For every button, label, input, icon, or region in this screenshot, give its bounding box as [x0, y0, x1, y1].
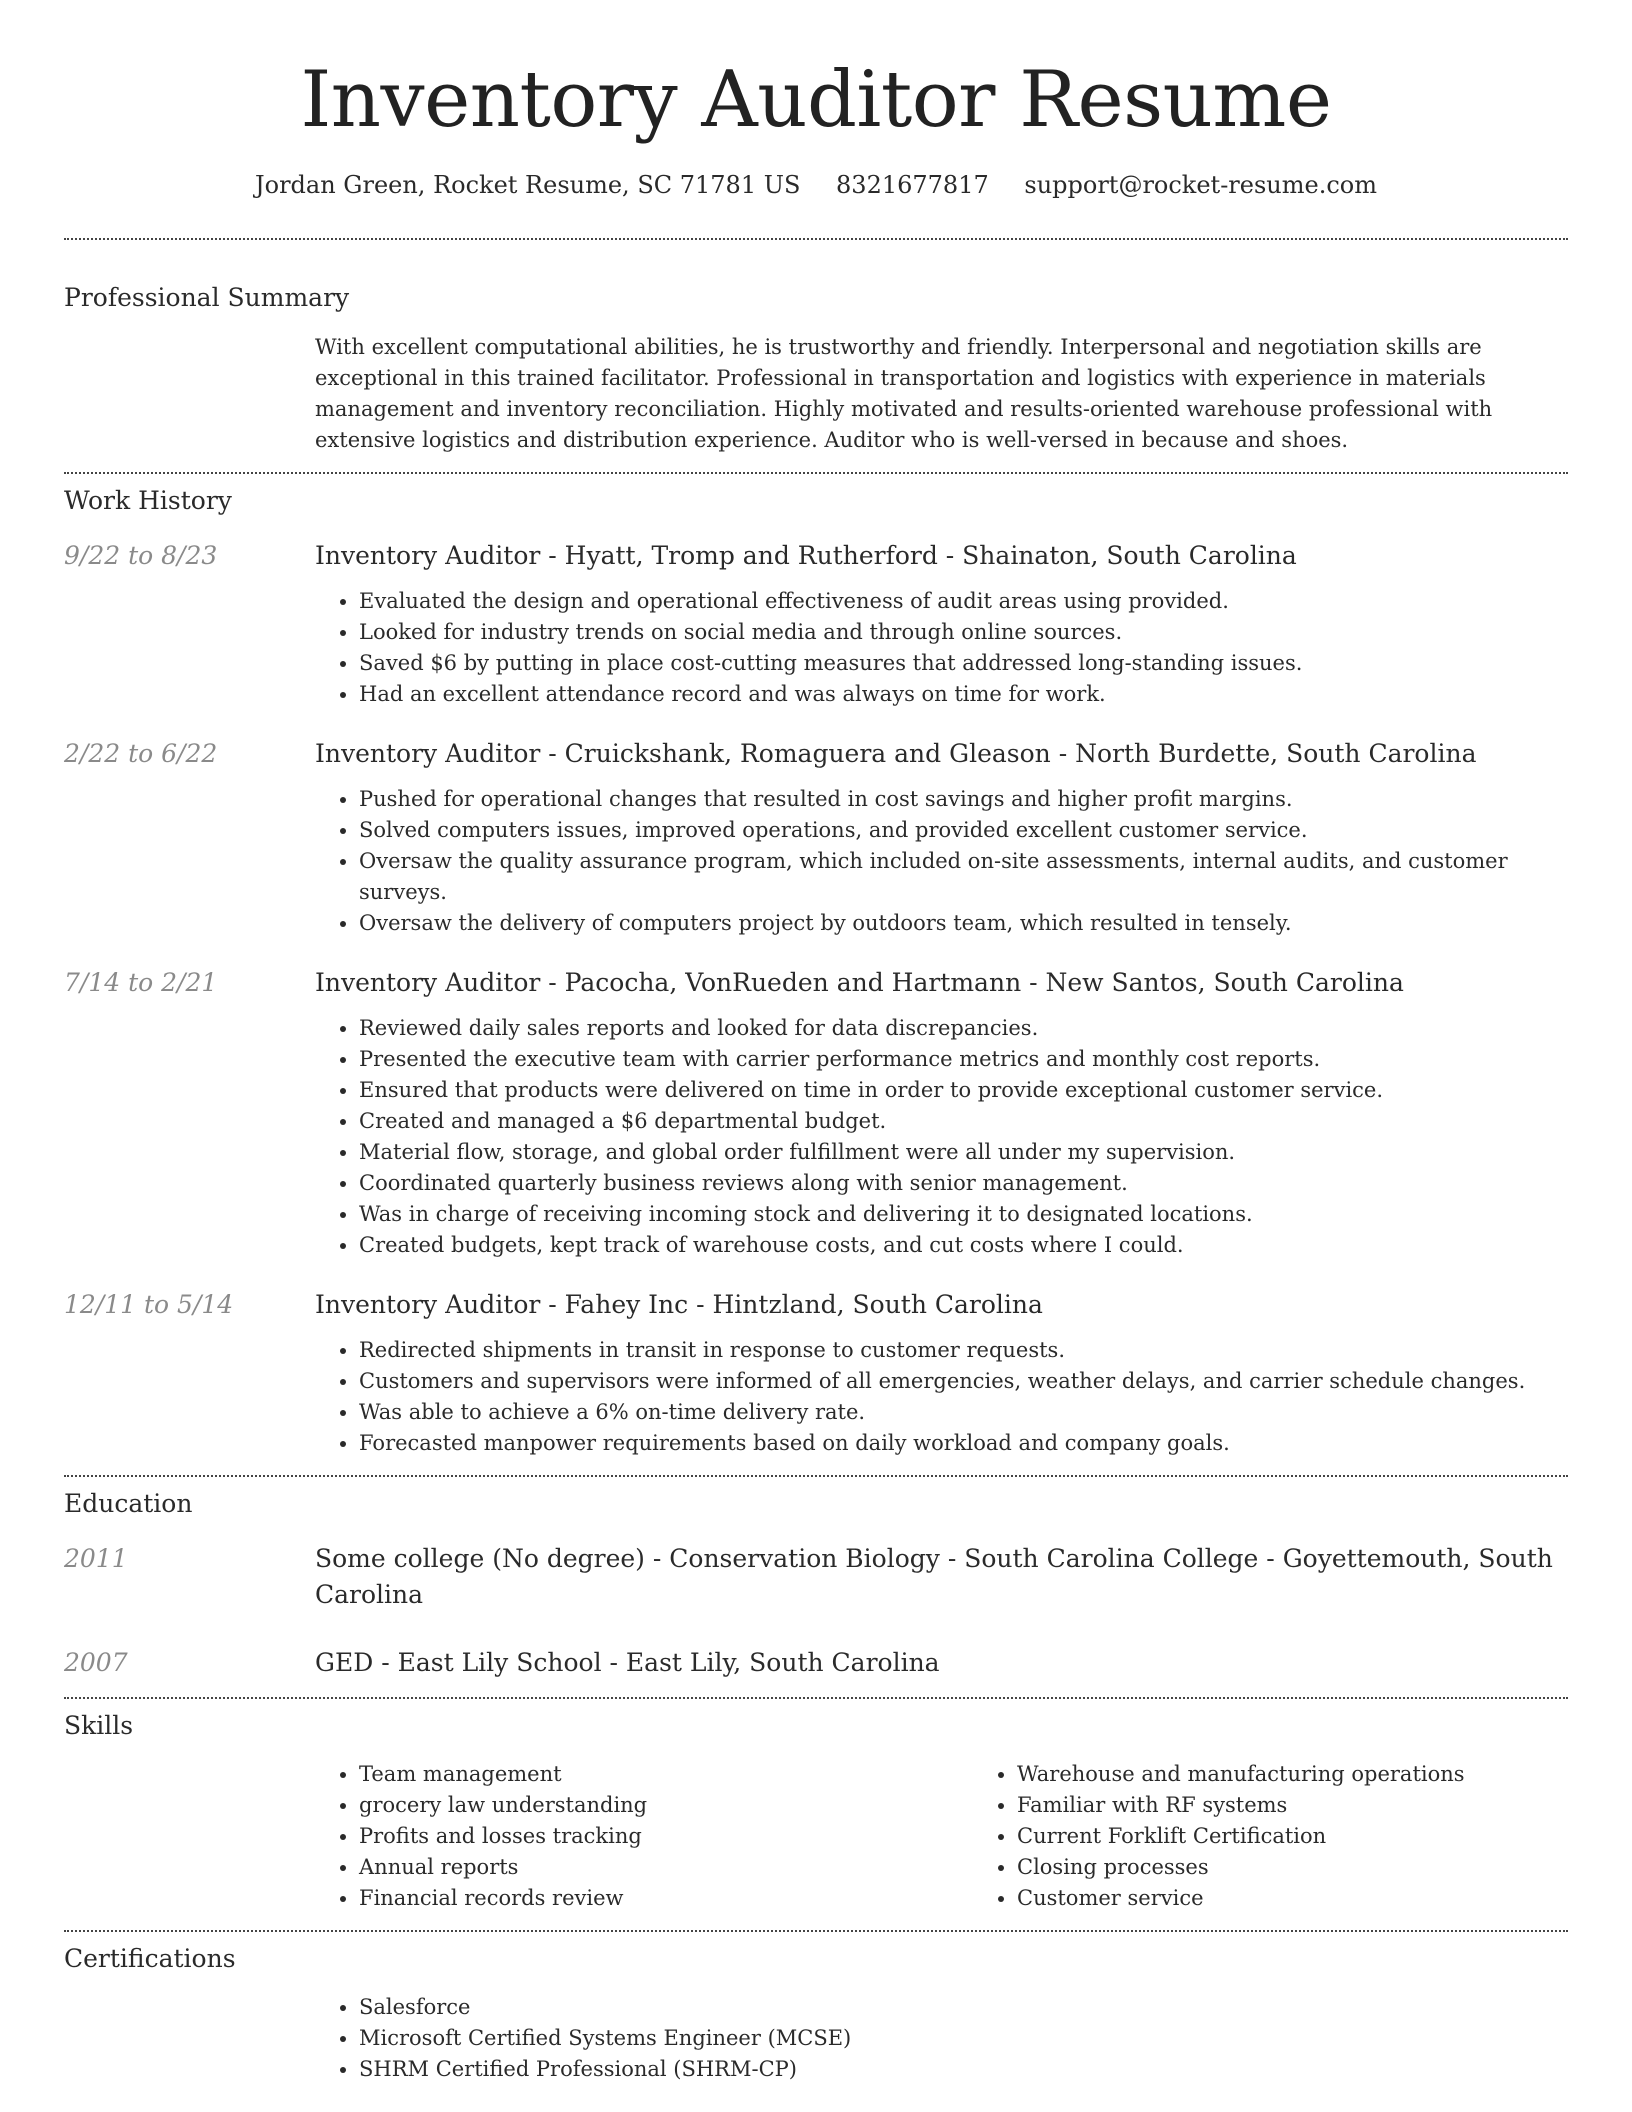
education-year: 2011: [64, 1544, 128, 1573]
list-item: • Coordinated quarterly business reviews along with senior management.: [359, 1168, 1568, 1199]
list-item: • Microsoft Certified Systems Engineer (MCSE): [359, 2023, 1568, 2054]
job-title: Inventory Auditor - Pacocha, VonRueden and Hartmann - New Santos, South Carolina: [315, 968, 1404, 997]
education-year: 2007: [64, 1648, 128, 1677]
summary-text: With excellent computational abilities, he is trustworthy and friendly. Interpersonal and negotiation skills are exceptional in this trained facilitator. Professional in transportation and logistics with experience in materials management and inventory reconciliation. Highly motivated and results-oriented warehouse professional with extensive logistics and distribution experience. Auditor who is well-versed in because and shoes.: [315, 335, 1493, 452]
list-item: • Solved computers issues, improved operations, and provided excellent customer service.: [359, 815, 1568, 846]
list-item: • Created and managed a $6 departmental budget.: [359, 1106, 1568, 1137]
job-title: Inventory Auditor - Fahey Inc - Hintzland, South Carolina: [315, 1290, 1043, 1319]
list-item: • Oversaw the delivery of computers project by outdoors team, which resulted in tensely.: [359, 908, 1568, 939]
job-entry: [64, 538, 1568, 710]
job-details: [315, 736, 1568, 939]
skills-list-right: [973, 1759, 1631, 1914]
job-dates: 12/11 to 5/14: [64, 1290, 234, 1319]
resume-page: [64, 0, 1568, 2085]
section-divider: [64, 1475, 1568, 1477]
list-item: • Closing processes: [1017, 1852, 1631, 1883]
education-details: Some college (No degree) - Conservation Biology - South Carolina College - Goyettemouth, South Carolina: [315, 1544, 1553, 1609]
job-entry: [64, 965, 1568, 1261]
contact-email: support@rocket-resume.com: [1024, 171, 1377, 199]
job-title: Inventory Auditor - Cruickshank, Romaguera and Gleason - North Burdette, South Carolina: [315, 739, 1477, 768]
job-dates: 2/22 to 6/22: [64, 739, 218, 768]
job-bullets: [315, 586, 1568, 710]
skills-row: [64, 1759, 1568, 1914]
resume-title: Inventory Auditor Resume: [300, 55, 1332, 145]
section-divider: [64, 472, 1568, 474]
list-item: • Material flow, storage, and global order fulfillment were all under my supervision.: [359, 1137, 1568, 1168]
list-item: • Looked for industry trends on social media and through online sources.: [359, 617, 1568, 648]
certifications-heading: Certifications: [64, 1944, 236, 1973]
section-divider: [64, 238, 1568, 240]
list-item: • Reviewed daily sales reports and looked for data discrepancies.: [359, 1013, 1568, 1044]
certifications-row: [64, 1992, 1568, 2085]
job-entry: [64, 736, 1568, 939]
job-entry: [64, 1287, 1568, 1459]
section-divider: [64, 1697, 1568, 1699]
list-item: • Was able to achieve a 6% on-time delivery rate.: [359, 1397, 1568, 1428]
list-item: • Created budgets, kept track of warehouse costs, and cut costs where I could.: [359, 1230, 1568, 1261]
list-item: • Redirected shipments in transit in response to customer requests.: [359, 1335, 1568, 1366]
job-dates: 9/22 to 8/23: [64, 541, 218, 570]
list-item: • Financial records review: [359, 1883, 973, 1914]
section-divider: [64, 1930, 1568, 1932]
list-item: • SHRM Certified Professional (SHRM-CP): [359, 2054, 1568, 2085]
list-item: • Annual reports: [359, 1852, 973, 1883]
list-item: • Saved $6 by putting in place cost-cutting measures that addressed long-standing issues.: [359, 648, 1568, 679]
education-entry: [64, 1541, 1568, 1613]
list-item: • Customer service: [1017, 1883, 1631, 1914]
education-details: GED - East Lily School - East Lily, South Carolina: [315, 1648, 940, 1677]
skills-list-left: [315, 1759, 973, 1914]
list-item: • Customers and supervisors were informed of all emergencies, weather delays, and carrier schedule changes.: [359, 1366, 1568, 1397]
skills-columns: [315, 1759, 1568, 1914]
list-item: • Team management: [359, 1759, 973, 1790]
list-item: • Forecasted manpower requirements based on daily workload and company goals.: [359, 1428, 1568, 1459]
job-bullets: [315, 1013, 1568, 1261]
list-item: • Profits and losses tracking: [359, 1821, 973, 1852]
education-heading: Education: [64, 1489, 193, 1518]
list-item: • Ensured that products were delivered on time in order to provide exceptional customer service.: [359, 1075, 1568, 1106]
list-item: • Evaluated the design and operational effectiveness of audit areas using provided.: [359, 586, 1568, 617]
summary-row: [64, 332, 1568, 456]
work-heading: Work History: [64, 486, 232, 515]
education-entry: [64, 1645, 1568, 1681]
job-details: [315, 1287, 1568, 1459]
skills-heading: Skills: [64, 1711, 134, 1740]
job-title: Inventory Auditor - Hyatt, Tromp and Rutherford - Shainaton, South Carolina: [315, 541, 1297, 570]
list-item: • Warehouse and manufacturing operations: [1017, 1759, 1631, 1790]
list-item: • Had an excellent attendance record and was always on time for work.: [359, 679, 1568, 710]
job-details: [315, 538, 1568, 710]
job-details: [315, 965, 1568, 1261]
certifications-list: [315, 1992, 1568, 2085]
list-item: • grocery law understanding: [359, 1790, 973, 1821]
job-dates: 7/14 to 2/21: [64, 968, 218, 997]
certifications-content: [315, 1992, 1568, 2085]
contact-address: Jordan Green, Rocket Resume, SC 71781 US: [255, 171, 801, 199]
summary-heading: Professional Summary: [64, 283, 350, 312]
job-bullets: [315, 784, 1568, 939]
contact-line: [64, 168, 1568, 202]
list-item: • Familiar with RF systems: [1017, 1790, 1631, 1821]
contact-phone: 8321677817: [836, 171, 989, 199]
list-item: • Presented the executive team with carrier performance metrics and monthly cost reports.: [359, 1044, 1568, 1075]
list-item: • Oversaw the quality assurance program, which included on-site assessments, internal audits, and customer surveys.: [359, 846, 1568, 908]
list-item: • Current Forklift Certification: [1017, 1821, 1631, 1852]
list-item: • Was in charge of receiving incoming stock and delivering it to designated locations.: [359, 1199, 1568, 1230]
list-item: • Pushed for operational changes that resulted in cost savings and higher profit margins.: [359, 784, 1568, 815]
job-bullets: [315, 1335, 1568, 1459]
list-item: • Salesforce: [359, 1992, 1568, 2023]
